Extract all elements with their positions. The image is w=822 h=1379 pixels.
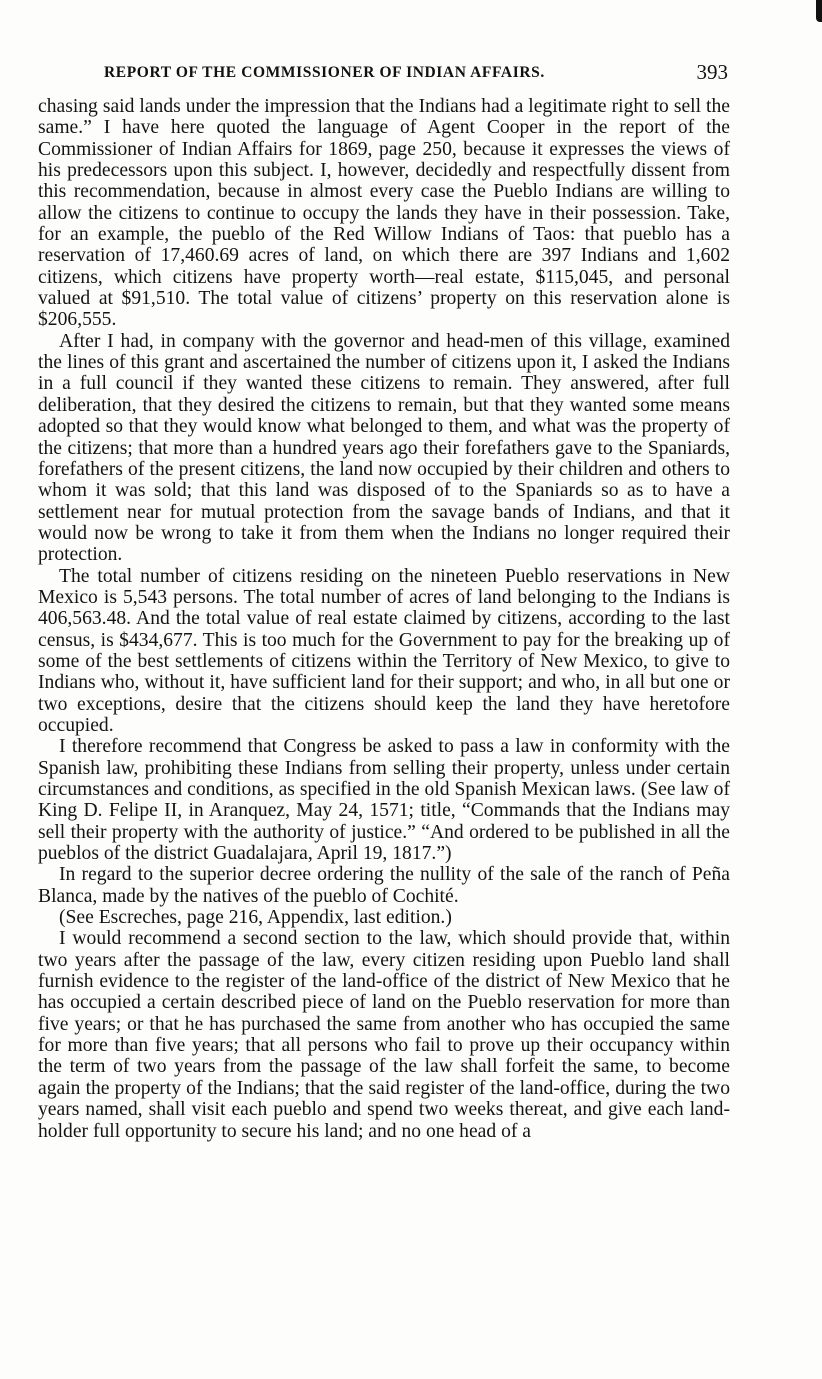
paragraph-continuation: chasing said lands under the impression that the Indians had a legitimate right to sell the same.” I have here quoted the language of Agent Cooper in the report of the Commissioner of Indian Affairs for 1869, page 250, because it expresses the views of his predecessors upon this subject. I, however, decidedly and respectfully dissent from this recommendation, because in almost every case the Pueblo Indians are willing to allow the citizens to continue to occupy the lands they have in their possession. Take, for an example, the pueblo of the Red Willow Indians of Taos: that pueblo has a reservation of 17,460.69 acres of land, on which there are 397 Indians and 1,602 citizens, which citizens have property worth—real estate, $115,045, and personal valued at $91,510. The total value of citizens’ property on this reservation alone is $206,555. xyxy=(38,96,730,331)
paragraph-reference: (See Escreches, page 216, Appendix, last edition.) xyxy=(59,907,452,929)
paragraph-totals: The total number of citizens residing on the nineteen Pueblo reservations in New Mexico is 5,543 persons. The total number of acres of land belonging to the Indians is 406,563.48. And the total value of real estate claimed by citizens, according to the last census, is $434,677. This is too much for the Government to pay for the breaking up of some of the best settlements of citizens within the Territory of New Mexico, to give to Indians who, without it, have sufficient land for their support; and who, in all but one or two exceptions, desire that the citizens should keep the land they have heretofore occupied. xyxy=(38,565,730,736)
paragraph-recommendation: I therefore recommend that Congress be asked to pass a law in conformity with the Spanish law, prohibiting these Indians from selling their property, unless under certain circumstances and conditions, as specified in the old Spanish Mexican laws. (See law of King D. Felipe II, in Aranquez, May 24, 1571; title, “Commands that the Indians may sell their property with the authority of justice.” “And ordered to be published in all the pueblos of the district Guadalajara, April 19, 1817.”) xyxy=(38,736,730,865)
page-number: 393 xyxy=(696,60,728,84)
paragraph-decree: In regard to the superior decree ordering the nullity of the sale of the ranch of Peña Blanca, made by the natives of the pueblo of Cochité. xyxy=(38,864,730,907)
paragraph-council: After I had, in company with the governor and head-men of this village, examined the lines of this grant and ascertained the number of citizens upon it, I asked the Indians in a full council if they wanted these citizens to remain. They answered, after full deliberation, that they desired the citizens to remain, but that they wanted some means adopted so that they would know what belonged to them, and what was the property of the citizens; that more than a hundred years ago their forefathers gave to the Spaniards, forefathers of the present citizens, the land now occupied by their children and others to whom it was sold; that this land was disposed of to the Spaniards so as to have a settlement near for mutual protection from the savage bands of Indians, and that it would now be wrong to take it from them when the Indians no longer required their protection. xyxy=(38,330,730,566)
paragraph-second-section: I would recommend a second section to the law, which should provide that, within two years after the passage of the law, every citizen residing upon Pueblo land shall furnish evidence to the register of the land-office of the district of New Mexico that he has occupied a certain described piece of land on the Pueblo reservation for more than five years; or that he has purchased the same from another who has occupied the same for more than five years; that all persons who fail to prove up their occupancy within the term of two years from the passage of the law shall forfeit the same, to become again the property of the Indians; that the said register of the land-office, during the two years named, shall visit each pueblo and spend two weeks thereat, and give each land-holder full opportunity to secure his land; and no one head of a xyxy=(38,928,730,1142)
body-text xyxy=(38,96,730,1142)
page-header xyxy=(38,60,730,90)
scan-edge-mark xyxy=(816,0,822,22)
running-title: REPORT OF THE COMMISSIONER OF INDIAN AFFAIRS. xyxy=(104,64,545,81)
